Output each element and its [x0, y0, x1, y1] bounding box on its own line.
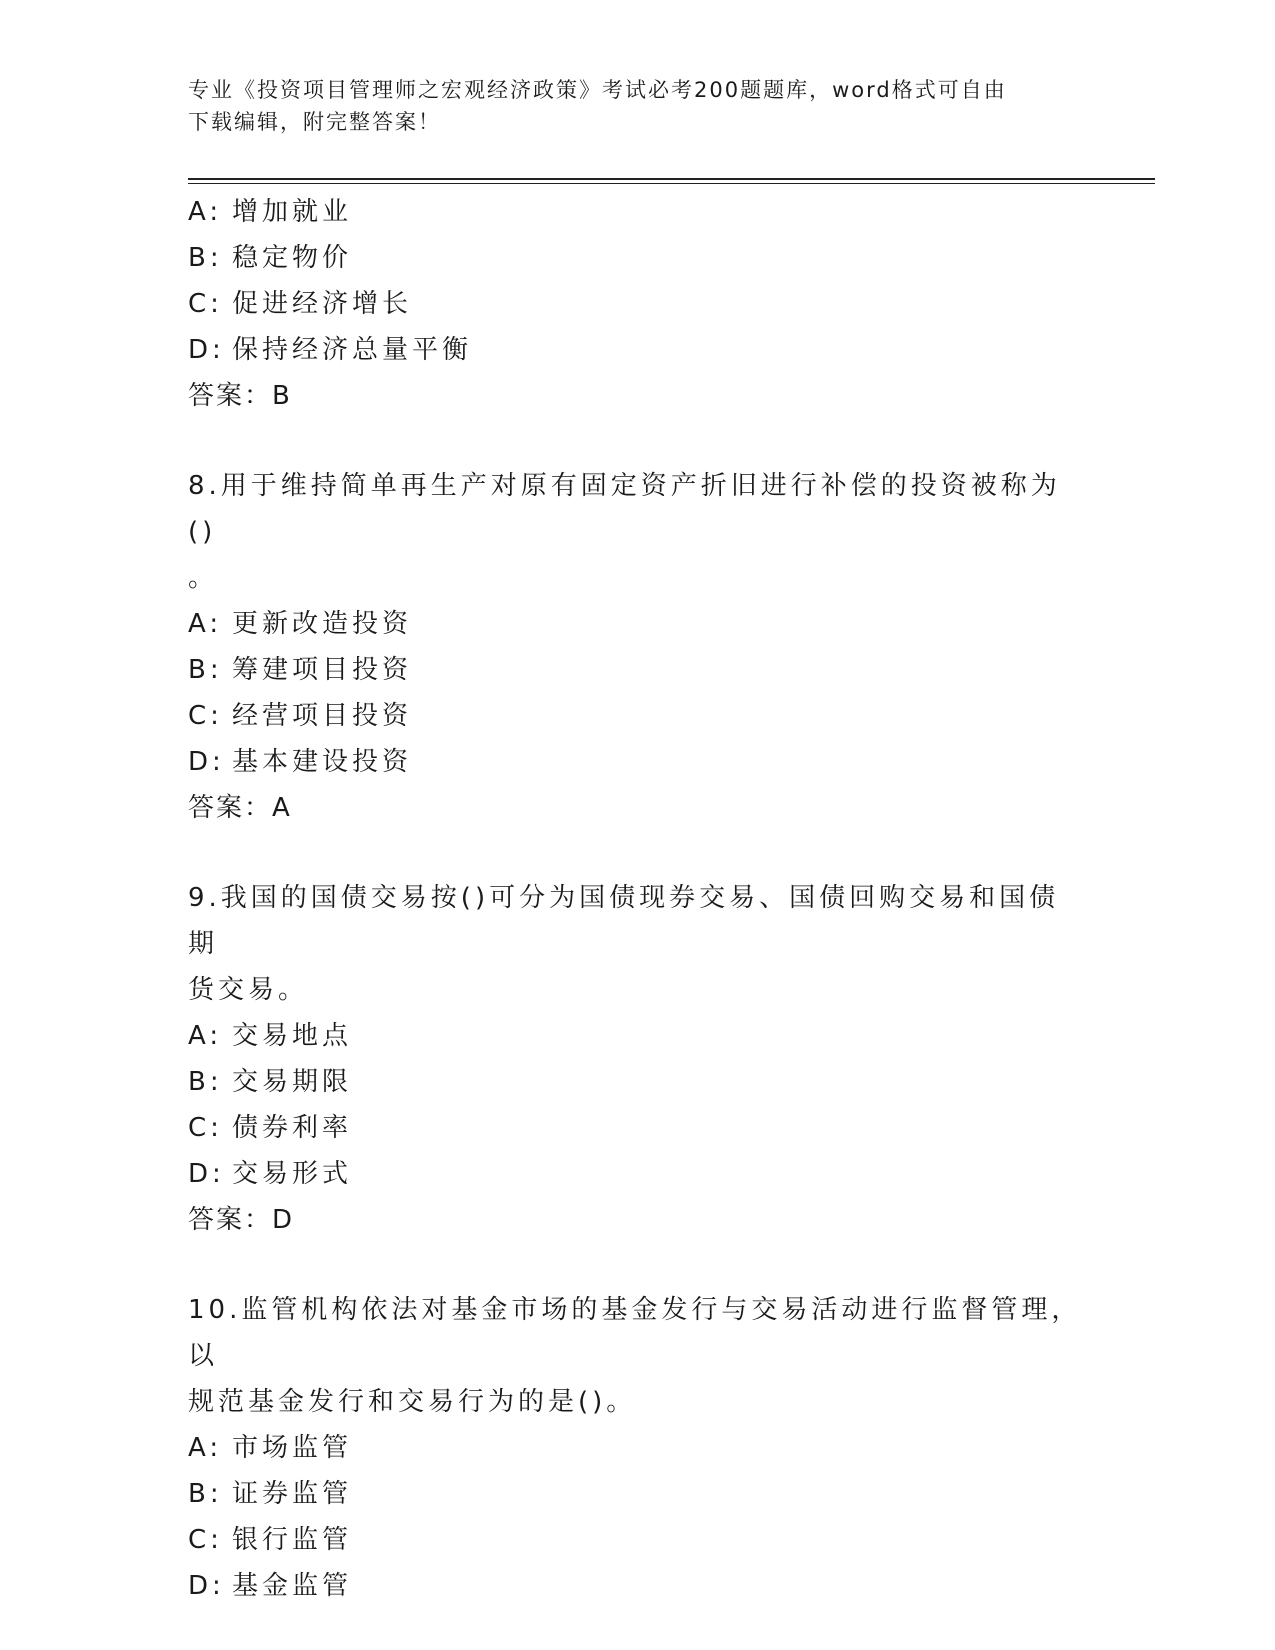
- option-b: B: 稳定物价: [188, 243, 353, 273]
- option-b: B: 筹建项目投资: [188, 655, 413, 685]
- header-line-2: 下载编辑，附完整答案！: [188, 110, 441, 134]
- header-divider-thick: [188, 178, 1155, 180]
- option-a: A: 交易地点: [188, 1021, 353, 1051]
- document-header: [188, 74, 1088, 138]
- option-d: D: 保持经济总量平衡: [188, 335, 473, 365]
- option-b: B: 交易期限: [188, 1067, 353, 1097]
- option-a: A: 市场监管: [188, 1433, 353, 1463]
- option-d: D: 交易形式: [188, 1159, 353, 1189]
- option-c: C: 促进经济增长: [188, 289, 413, 319]
- question-text-line-2: 货交易。: [188, 975, 309, 1005]
- question-block-9: [188, 875, 1088, 1243]
- header-line-1: 专业《投资项目管理师之宏观经济政策》考试必考200题题库，word格式可自由: [188, 78, 1007, 102]
- question-block-8: [188, 463, 1088, 831]
- question-block-10: [188, 1287, 1088, 1609]
- document-body: [188, 189, 1088, 1609]
- option-d: D: 基本建设投资: [188, 747, 413, 777]
- question-text-line-1: 9.我国的国债交易按()可分为国债现券交易、国债回购交易和国债期: [188, 883, 1060, 959]
- option-c: C: 银行监管: [188, 1525, 353, 1555]
- option-a: A: 增加就业: [188, 197, 353, 227]
- header-divider-thin: [188, 183, 1155, 184]
- option-c: C: 债券利率: [188, 1113, 353, 1143]
- option-c: C: 经营项目投资: [188, 701, 413, 731]
- option-a: A: 更新改造投资: [188, 609, 413, 639]
- answer-text: 答案：D: [188, 1205, 295, 1235]
- question-block-prev: [188, 189, 1088, 419]
- question-text-line-1: 8.用于维持简单再生产对原有固定资产折旧进行补偿的投资被称为(): [188, 471, 1061, 547]
- answer-text: 答案：A: [188, 793, 292, 823]
- question-text-line-2: 。: [188, 563, 219, 593]
- answer-text: 答案：B: [188, 381, 292, 411]
- question-text-line-2: 规范基金发行和交易行为的是()。: [188, 1387, 637, 1417]
- option-b: B: 证券监管: [188, 1479, 353, 1509]
- option-d: D: 基金监管: [188, 1571, 353, 1601]
- question-text-line-1: 10.监管机构依法对基金市场的基金发行与交易活动进行监督管理，以: [188, 1295, 1082, 1371]
